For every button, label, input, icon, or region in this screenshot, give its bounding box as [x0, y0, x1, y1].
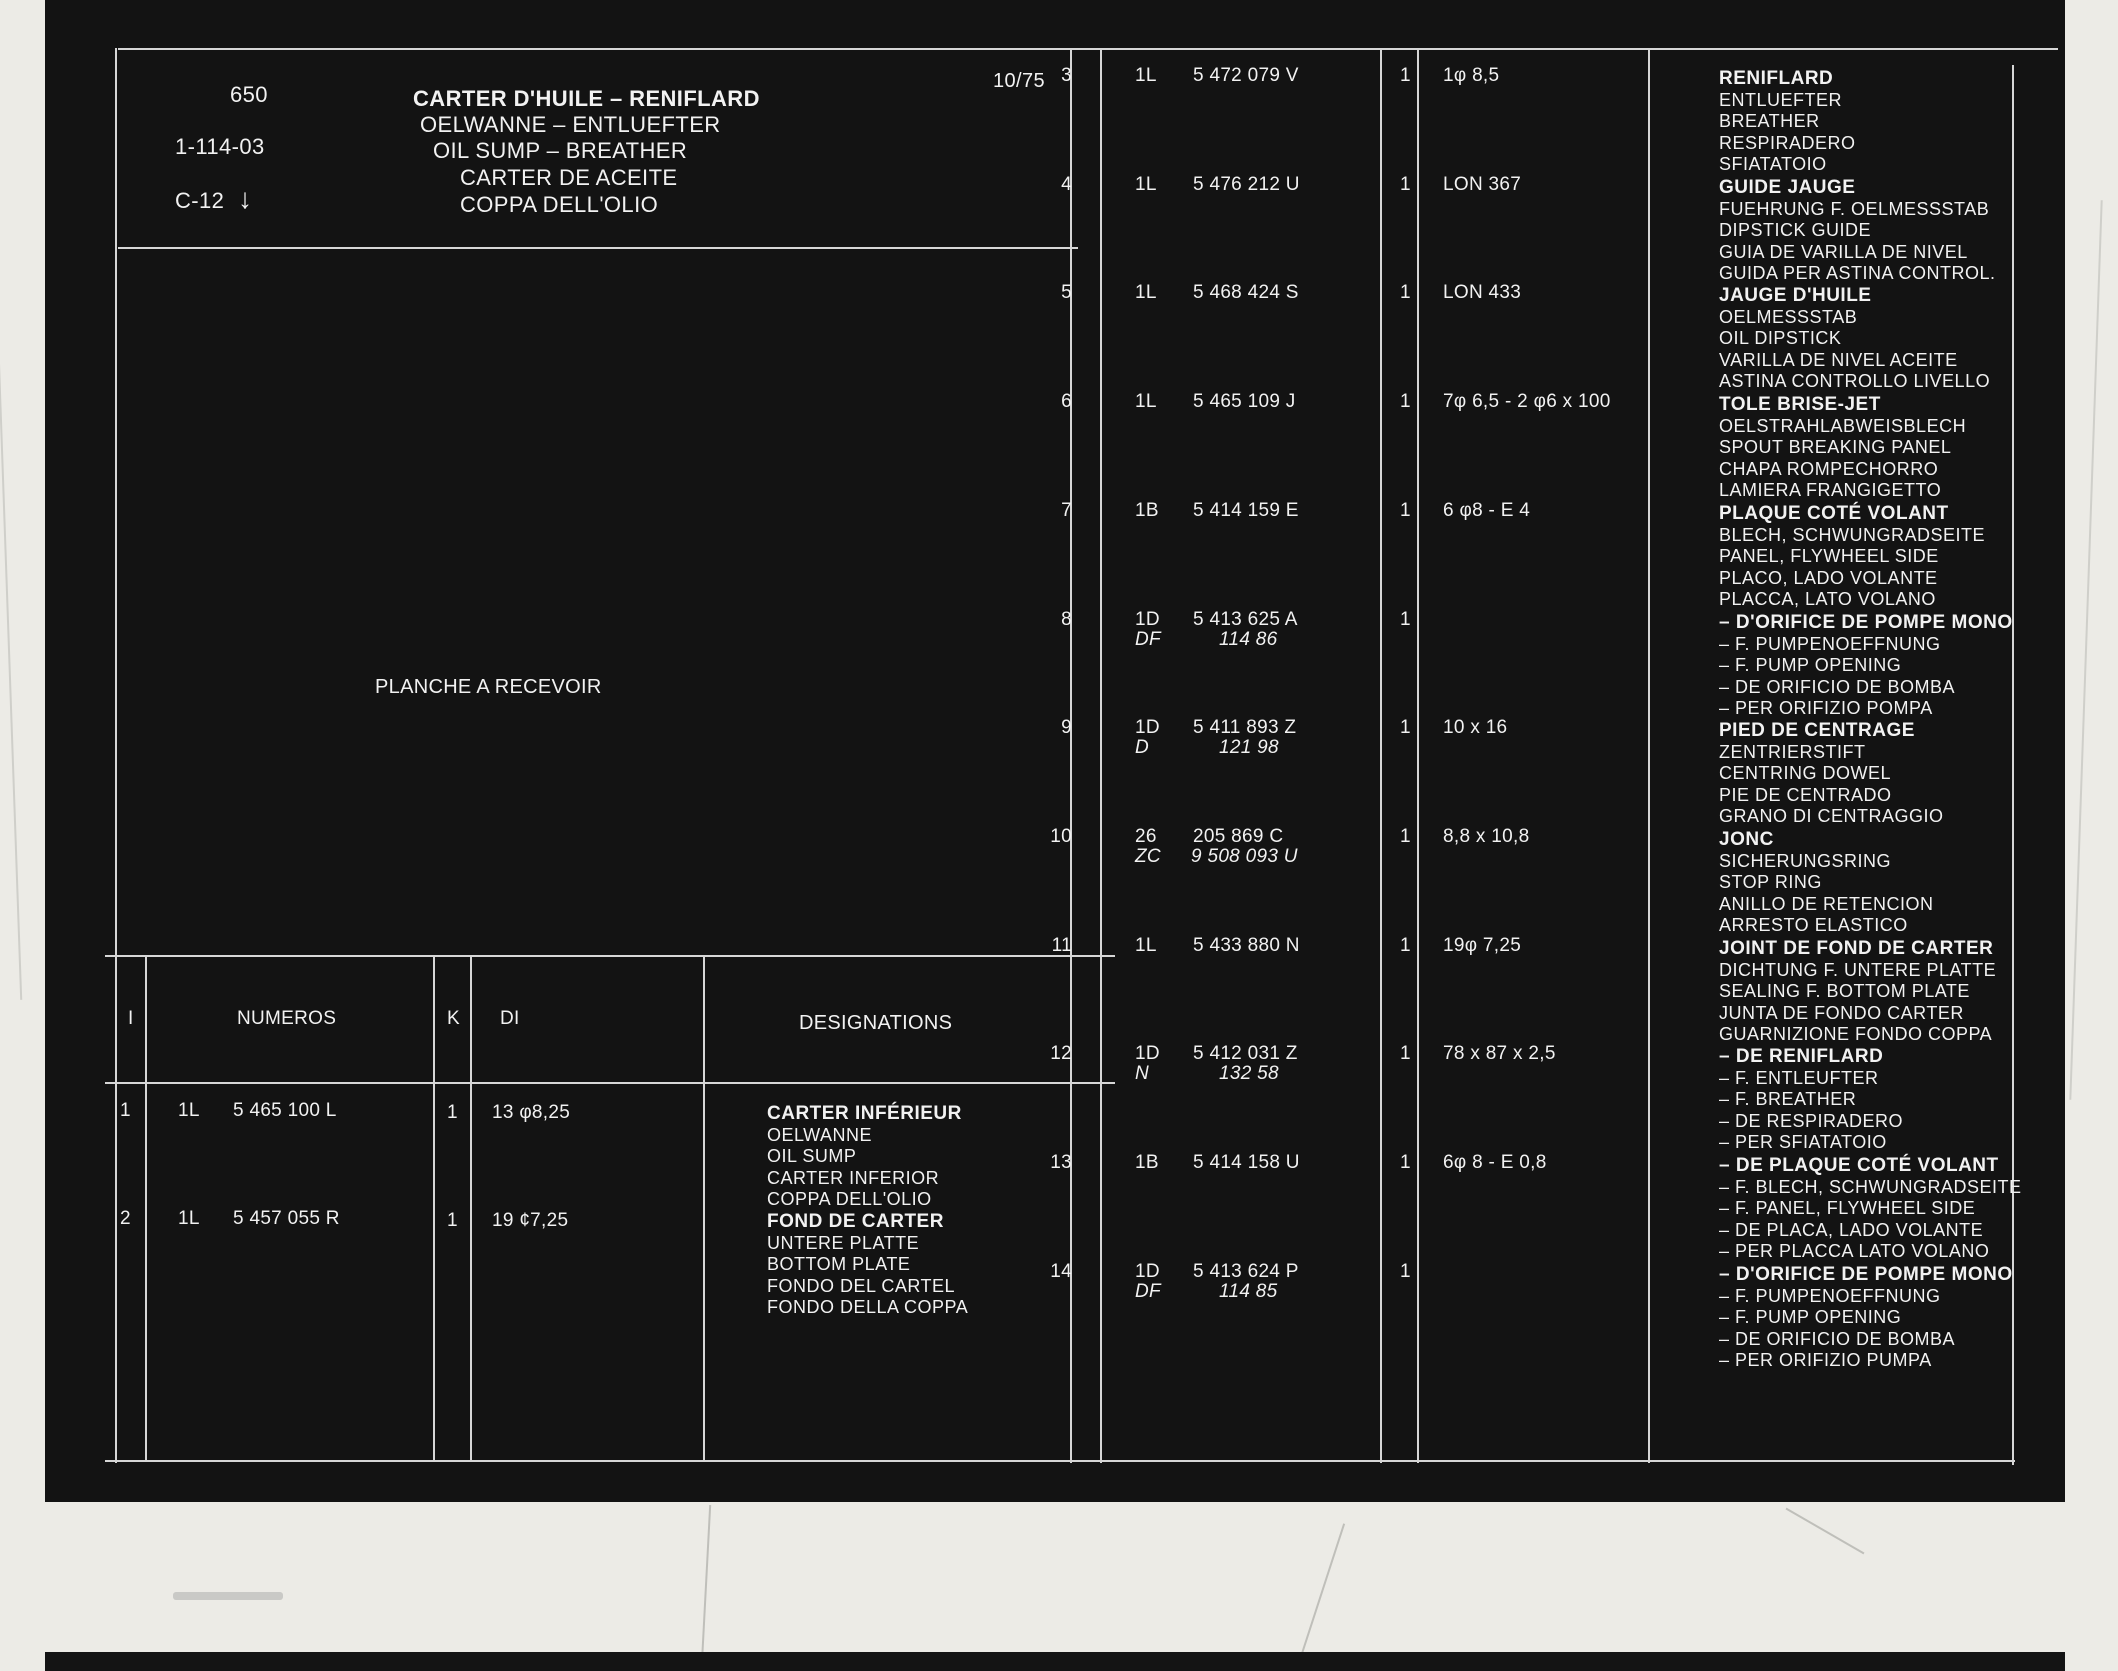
- designation-translation: FUEHRUNG F. OELMESSSTAB: [1719, 198, 1990, 219]
- designation-translation: OELMESSSTAB: [1719, 306, 1858, 327]
- designation-title: TOLE BRISE-JET: [1719, 394, 1881, 415]
- microfiche-sheet: [45, 0, 2065, 1502]
- row-index: 9: [1061, 717, 1072, 738]
- row-index: 5: [1061, 282, 1072, 303]
- row-number: 5 433 880 N: [1193, 935, 1300, 956]
- paper-scratch: [701, 1505, 711, 1665]
- designation-translation: ANILLO DE RETENCION: [1719, 893, 1934, 914]
- designation-translation: GUARNIZIONE FONDO COPPA: [1719, 1024, 1993, 1044]
- designation-translation: CENTRING DOWEL: [1719, 763, 1892, 783]
- row-k: 1: [1400, 935, 1411, 956]
- designation-translation: – F. PUMP OPENING: [1719, 1307, 1902, 1327]
- row-k: 1: [1400, 1152, 1411, 1173]
- row-code-secondary: D: [1135, 737, 1150, 758]
- designation-translation: PLACCA, LATO VOLANO: [1719, 589, 1936, 609]
- row-number-secondary: 114 86: [1219, 629, 1278, 650]
- designation-group: [1719, 285, 1990, 393]
- row-index: 13: [1050, 1152, 1072, 1173]
- designation-translation: ASTINA CONTROLLO LIVELLO: [1719, 371, 1991, 391]
- row-di: 7φ 6,5 - 2 φ6 x 100: [1443, 391, 1611, 412]
- row-di: 78 x 87 x 2,5: [1443, 1043, 1556, 1064]
- designation-title: – DE PLAQUE COTÉ VOLANT: [1719, 1155, 1999, 1176]
- designation-translation: SEALING F. BOTTOM PLATE: [1719, 981, 1970, 1001]
- row-number: 5 414 159 E: [1193, 500, 1299, 521]
- designation-translation: GRANO DI CENTRAGGIO: [1719, 806, 1944, 826]
- designation-title: JOINT DE FOND DE CARTER: [1719, 938, 1994, 959]
- paper-smudge: [173, 1592, 283, 1600]
- designation-group: [1719, 612, 2013, 720]
- designation-translation: – PER ORIFIZIO POMPA: [1719, 698, 1933, 718]
- designation-group: [1719, 1046, 1903, 1154]
- row-number: 5 414 158 U: [1193, 1152, 1300, 1173]
- row-k: 1: [1400, 1043, 1411, 1064]
- designation-translation: CHAPA ROMPECHORRO: [1719, 458, 1939, 479]
- designation-title: RENIFLARD: [1719, 68, 1834, 89]
- designation-translation: GUIA DE VARILLA DE NIVEL: [1719, 241, 1968, 262]
- row-number: 5 457 055 R: [233, 1208, 340, 1229]
- row-number: 5 413 625 A: [1193, 609, 1298, 630]
- row-k: 1: [1400, 500, 1411, 521]
- title-de: OELWANNE – ENTLUEFTER: [420, 112, 721, 137]
- row-code: 1B: [1135, 1152, 1159, 1173]
- row-code: 26: [1135, 826, 1157, 847]
- row-di: 13 φ8,25: [492, 1102, 571, 1123]
- row-number: 5 411 893 Z: [1193, 717, 1297, 738]
- designation-translation: – F. PUMP OPENING: [1719, 655, 1902, 675]
- outer-border-bottom: [105, 1460, 2015, 1462]
- plate-divider: [105, 955, 1115, 957]
- col-header-index: I: [128, 1008, 134, 1029]
- title-en: OIL SUMP – BREATHER: [433, 138, 688, 163]
- designation-title: – D'ORIFICE DE POMPE MONO: [1719, 612, 2013, 633]
- designation-translation: PIE DE CENTRADO: [1719, 784, 1892, 805]
- row-index: 10: [1050, 826, 1072, 847]
- row-di: 6 φ8 - E 4: [1443, 500, 1531, 521]
- designation-translation: – PER ORIFIZIO PUMPA: [1719, 1350, 1932, 1370]
- row-index: 8: [1061, 609, 1072, 630]
- row-k: 1: [447, 1102, 458, 1123]
- col-header-k: K: [447, 1008, 460, 1029]
- row-code: 1B: [1135, 500, 1159, 521]
- row-number: 5 465 109 J: [1193, 391, 1296, 412]
- paper-scratch: [1297, 1523, 1345, 1666]
- designation-group: [1719, 829, 1934, 937]
- header-divider: [118, 247, 1078, 249]
- row-di: LON 433: [1443, 282, 1522, 303]
- outer-border-left: [115, 48, 117, 1463]
- row-k: 1: [1400, 609, 1411, 630]
- row-number-secondary: 9 508 093 U: [1191, 846, 1298, 867]
- row-code-secondary: DF: [1135, 629, 1161, 650]
- designation-translation: – DE RESPIRADERO: [1719, 1110, 1904, 1131]
- column-header-divider: [105, 1082, 1115, 1084]
- row-number: 5 476 212 U: [1193, 174, 1300, 195]
- row-code: 1D: [1135, 1043, 1160, 1064]
- designation-group: [1719, 394, 1966, 502]
- designation-translation: BREATHER: [1719, 111, 1820, 131]
- row-k: 1: [1400, 391, 1411, 412]
- designation-title: PIED DE CENTRAGE: [1719, 720, 1915, 741]
- row-designation: CARTER INFÉRIEUR OELWANNE OIL SUMP CARTER INFERIOR COPPA DELL'OLIO: [767, 1103, 962, 1209]
- row-code: 1L: [1135, 391, 1157, 412]
- row-number: 5 412 031 Z: [1193, 1043, 1298, 1064]
- title-es: CARTER DE ACEITE: [460, 165, 678, 190]
- row-di: 6φ 8 - E 0,8: [1443, 1152, 1547, 1173]
- designation-title: – DE RENIFLARD: [1719, 1046, 1884, 1067]
- row-number-secondary: 132 58: [1219, 1063, 1279, 1084]
- designation-group: [1719, 503, 1985, 611]
- row-code: 1L: [1135, 282, 1157, 303]
- title-it: COPPA DELL'OLIO: [460, 192, 659, 217]
- designation-translation: STOP RING: [1719, 872, 1822, 892]
- row-index: 4: [1061, 174, 1072, 195]
- row-code-secondary: ZC: [1135, 846, 1161, 867]
- row-index: 6: [1061, 391, 1072, 412]
- designation-translation: VARILLA DE NIVEL ACEITE: [1719, 349, 1958, 370]
- row-code: 1D: [1135, 717, 1160, 738]
- reference-number: 1-114-03: [175, 134, 265, 159]
- sub-reference: C-12: [175, 188, 225, 213]
- row-k: 1: [1400, 174, 1411, 195]
- designation-translation: – F. PANEL, FLYWHEEL SIDE: [1719, 1198, 1976, 1218]
- center-divider-1: [1070, 48, 1072, 1463]
- title-fr: CARTER D'HUILE – RENIFLARD: [413, 86, 760, 111]
- row-index: 1: [120, 1100, 131, 1121]
- group-number: 650: [230, 82, 268, 107]
- row-number-secondary: 121 98: [1219, 737, 1279, 758]
- next-frame-strip: [45, 1652, 2065, 1671]
- row-di: 10 x 16: [1443, 717, 1508, 738]
- row-number: 5 472 079 V: [1193, 65, 1299, 86]
- left-col-line-2: [433, 955, 435, 1460]
- designation-translation: DIPSTICK GUIDE: [1719, 220, 1872, 240]
- row-code: 1L: [1135, 935, 1157, 956]
- row-code: 1L: [1135, 174, 1157, 195]
- designation-translation: DICHTUNG F. UNTERE PLATTE: [1719, 959, 1997, 980]
- designation-title: JONC: [1719, 829, 1774, 850]
- designation-translation: ZENTRIERSTIFT: [1719, 741, 1866, 762]
- designation-translation: OELSTRAHLABWEISBLECH: [1719, 415, 1967, 436]
- designation-group: [1719, 68, 1856, 176]
- left-col-line-4: [703, 955, 705, 1460]
- designation-translation: SFIATATOIO: [1719, 154, 1827, 174]
- paper-scratch: [0, 300, 22, 1000]
- row-k: 1: [1400, 65, 1411, 86]
- designation-translation: – F. BLECH, SCHWUNGRADSEITE: [1719, 1176, 2022, 1197]
- row-designation: FOND DE CARTER UNTERE PLATTE BOTTOM PLATE FONDO DEL CARTEL FONDO DELLA COPPA: [767, 1211, 969, 1317]
- designation-translation: PLACO, LADO VOLANTE: [1719, 567, 1938, 588]
- row-number: 5 465 100 L: [233, 1100, 337, 1121]
- designation-group: [1719, 1264, 2013, 1372]
- plate-placeholder-text: PLANCHE A RECEVOIR: [375, 676, 602, 698]
- down-arrow-icon: ↓: [238, 183, 253, 214]
- designation-translation: GUIDA PER ASTINA CONTROL.: [1719, 263, 1996, 283]
- row-number: 5 413 624 P: [1193, 1261, 1299, 1282]
- designation-translation: – F. PUMPENOEFFNUNG: [1719, 633, 1941, 654]
- paper-scratch: [1786, 1508, 1865, 1555]
- row-code: 1L: [178, 1208, 200, 1229]
- designation-translation: – F. ENTLEUFTER: [1719, 1067, 1879, 1088]
- row-k: 1: [1400, 826, 1411, 847]
- row-di: 1φ 8,5: [1443, 65, 1500, 86]
- designation-translation: LAMIERA FRANGIGETTO: [1719, 480, 1942, 500]
- row-code: 1D: [1135, 1261, 1160, 1282]
- designation-group: [1719, 720, 1944, 828]
- row-number: 5 468 424 S: [1193, 282, 1299, 303]
- right-col-line-1: [1380, 48, 1382, 1463]
- designation-title: GUIDE JAUGE: [1719, 177, 1856, 198]
- col-header-numbers: NUMEROS: [237, 1008, 337, 1029]
- row-code: 1L: [1135, 65, 1157, 86]
- center-divider-2: [1100, 48, 1102, 1463]
- row-code: 1L: [178, 1100, 200, 1121]
- designation-translation: – DE PLACA, LADO VOLANTE: [1719, 1219, 1984, 1240]
- designation-translation: SPOUT BREAKING PANEL: [1719, 437, 1952, 457]
- row-index: 11: [1051, 935, 1072, 956]
- row-k: 1: [1400, 717, 1411, 738]
- designation-title: – D'ORIFICE DE POMPE MONO: [1719, 1264, 2013, 1285]
- right-col-line-2: [1417, 48, 1419, 1463]
- designation-translation: RESPIRADERO: [1719, 132, 1856, 153]
- row-code-secondary: N: [1135, 1063, 1150, 1084]
- row-index: 2: [120, 1208, 131, 1229]
- paper-scratch: [2069, 200, 2102, 1100]
- row-di: LON 367: [1443, 174, 1522, 195]
- designation-translation: – F. PUMPENOEFFNUNG: [1719, 1285, 1941, 1306]
- designation-group: [1719, 177, 1996, 285]
- row-code-secondary: DF: [1135, 1281, 1161, 1302]
- row-index: 12: [1050, 1043, 1072, 1064]
- row-k: 1: [1400, 1261, 1411, 1282]
- row-di: 19φ 7,25: [1443, 935, 1522, 956]
- col-header-designations: DESIGNATIONS: [799, 1012, 953, 1034]
- date-code: 10/75: [993, 70, 1046, 92]
- outer-border-top: [118, 48, 2058, 50]
- designation-translation: PANEL, FLYWHEEL SIDE: [1719, 546, 1939, 566]
- designation-translation: ARRESTO ELASTICO: [1719, 915, 1908, 935]
- row-index: 7: [1061, 500, 1072, 521]
- designation-title: PLAQUE COTÉ VOLANT: [1719, 503, 1949, 524]
- row-k: 1: [1400, 282, 1411, 303]
- col-header-di: DI: [500, 1008, 520, 1029]
- designation-title: JAUGE D'HUILE: [1719, 285, 1872, 306]
- row-number-secondary: 114 85: [1219, 1281, 1278, 1302]
- designation-translation: – F. BREATHER: [1719, 1089, 1857, 1109]
- row-number: 205 869 C: [1193, 826, 1284, 847]
- right-col-line-3: [1648, 48, 1650, 1463]
- row-di: 19 ¢7,25: [492, 1210, 569, 1231]
- row-di: 8,8 x 10,8: [1443, 826, 1530, 847]
- designation-translation: JUNTA DE FONDO CARTER: [1719, 1002, 1964, 1023]
- designation-translation: ENTLUEFTER: [1719, 89, 1843, 110]
- designation-translation: – PER PLACCA LATO VOLANO: [1719, 1241, 1990, 1261]
- row-k: 1: [447, 1210, 458, 1231]
- designation-translation: – PER SFIATATOIO: [1719, 1132, 1887, 1152]
- designation-translation: SICHERUNGSRING: [1719, 850, 1892, 871]
- row-index: 3: [1061, 65, 1072, 86]
- row-code: 1D: [1135, 609, 1160, 630]
- designation-translation: – DE ORIFICIO DE BOMBA: [1719, 676, 1956, 697]
- row-index: 14: [1050, 1261, 1072, 1282]
- designation-group: [1719, 1155, 2022, 1263]
- designation-translation: – DE ORIFICIO DE BOMBA: [1719, 1328, 1956, 1349]
- designation-translation: BLECH, SCHWUNGRADSEITE: [1719, 524, 1986, 545]
- left-col-line-3: [470, 955, 472, 1460]
- left-col-line-1: [145, 955, 147, 1460]
- designation-translation: OIL DIPSTICK: [1719, 328, 1842, 348]
- designation-group: [1719, 938, 1996, 1046]
